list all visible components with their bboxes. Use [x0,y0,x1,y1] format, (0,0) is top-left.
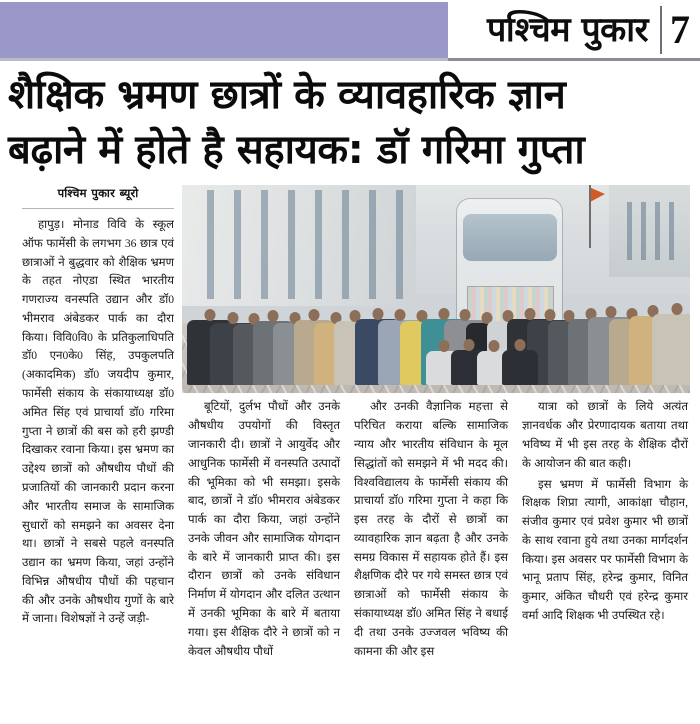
headline [8,68,692,178]
byline: पश्चिम पुकार ब्यूरो [57,186,139,201]
article-body [0,184,700,696]
masthead-nameplate [475,0,700,60]
column-4-paragraph-1: यात्रा को छात्रों के लिये अत्यंत ज्ञानवर्धक और प्रेरणादायक बताया तथा भविष्य में भी इस तरह के शैक्षिक दौरों के आयोजन की बात कही। [522,400,688,470]
masthead-divider [660,6,662,54]
masthead-color-bar [0,2,448,58]
photo-person [652,314,690,385]
article-photo [182,185,690,393]
column-3-paragraph: और उनकी वैज्ञानिक महत्ता से परिचित कराया बल्कि सामाजिक न्याय और भारतीय संविधान के मूल सिद्धांतों को समझने में भी मदद की। विश्वविद्यालय के फार्मेसी संकाय की प्राचार्या डॉ0 गरिमा गुप्ता ने कहा कि इस तरह के दौरों से छात्रों का व्यावहारिक ज्ञान बढ़ता है और उनके समग्र विकास में सहायक होते हैं। इस शैक्षणिक दौरे पर गये समस्त छात्र एवं छात्राओं को फार्मेसी संकाय के संकायाध्यक्ष डॉ0 अमित सिंह ने बधाई दी तथा उनके उज्जवल भविष्य की कामना की और इस [354,400,508,658]
text-column-4 [522,398,688,625]
byline-rule [22,208,174,209]
text-column-3 [354,398,508,661]
publication-title: पश्चिम पुकार [487,10,648,50]
photo-flag [589,185,591,247]
text-column-2 [188,398,340,661]
column-4-paragraph-2: इस भ्रमण में फार्मेसी विभाग के शिक्षक शिप्रा त्यागी, आकांक्षा चौहान, संजीव कुमार एवं प्रवेश कुमार भी छात्रों के साथ रवाना हुये तथा उनका मार्गदर्शन किया। इस अवसर पर फार्मेसी विभाग के भानू प्रताप सिंह, हरेन्द्र कुमार, विनित कुमार, अंकित चौधरी एवं हरेन्द्र कुमार वर्मा आदि शिक्षक भी उपस्थित रहे। [522,477,688,622]
photo-person [502,350,538,385]
text-column-1 [22,184,174,629]
headline-line-2: बढ़ाने में होते है सहायक: डॉ गरिमा गुप्ता [8,127,585,174]
photo-content [182,185,690,393]
masthead [0,0,700,60]
column-1-paragraph: हापुड़। मोनाड विवि के स्कूल ऑफ फामेंसी के लगभग 36 छात्र एवं छात्राओं ने बुद्धवार को शैक्षिक भ्रमण के तहत नोएडा स्थित भारतीय गणराज्य वनस्पति उद्यान और डॉ0 भीमराव अंबेडकर पार्क का दौरा किया। विवि0वि0 के प्रतिकुलाधिपति डॉ0 एन0के0 सिंह, उपकुलपति (अकादमिक) डॉ0 जयदीप कुमार, फार्मेसी संकाय के संकायाध्यक्ष डॉ0 अमित सिंह एवं प्राचार्या डॉ0 गरिमा गुप्ता ने छात्रों की बस को हरी झण्डी दिखाकर रवाना किया। इस भ्रमण का उद्देश्य छात्रों को औषधीय पौधों की प्रजातियों की जानकारी प्रदान करना और भारतीय समाज के सामाजिक सुधारों को समझने का अवसर देना था। छात्रों ने सबसे पहले वनस्पति उद्यान का भ्रमण किया, जहां उन्होंने विभिन्न औषधीय पौधों की पहचान की और उनके औषधीय गुणों के बारे में जाना। विशेषज्ञों ने उन्हें जड़ी- [22,218,174,626]
page-number: 7 [670,7,690,52]
column-2-paragraph: बूटियों, दुर्लभ पौधों और उनके औषधीय उपयोगों की विस्तृत जानकारी दी। छात्रों ने आयुर्वेद और आधुनिक फार्मेसी में वनस्पति उत्पादों की भूमिका को भी समझा। इसके बाद, छात्रों ने डॉ0 भीमराव अंबेडकर पार्क का दौरा किया, जहां उन्होंने उनके जीवन और सामाजिक योगदान के बारे में जानकारी प्राप्त की। इस दौरान छात्रों को उनके संविधान निर्माण में योगदान और दलित उत्थान में उनकी भूमिका के बारे में बताया गया। इस शैक्षिक दौरे ने छात्रों को न केवल औषधीय पौधों [188,400,340,658]
masthead-rule-right [448,58,700,61]
photo-crowd [182,244,690,385]
headline-line-1: शैक्षिक भ्रमण छात्रों के व्यावहारिक ज्ञान [8,72,566,118]
